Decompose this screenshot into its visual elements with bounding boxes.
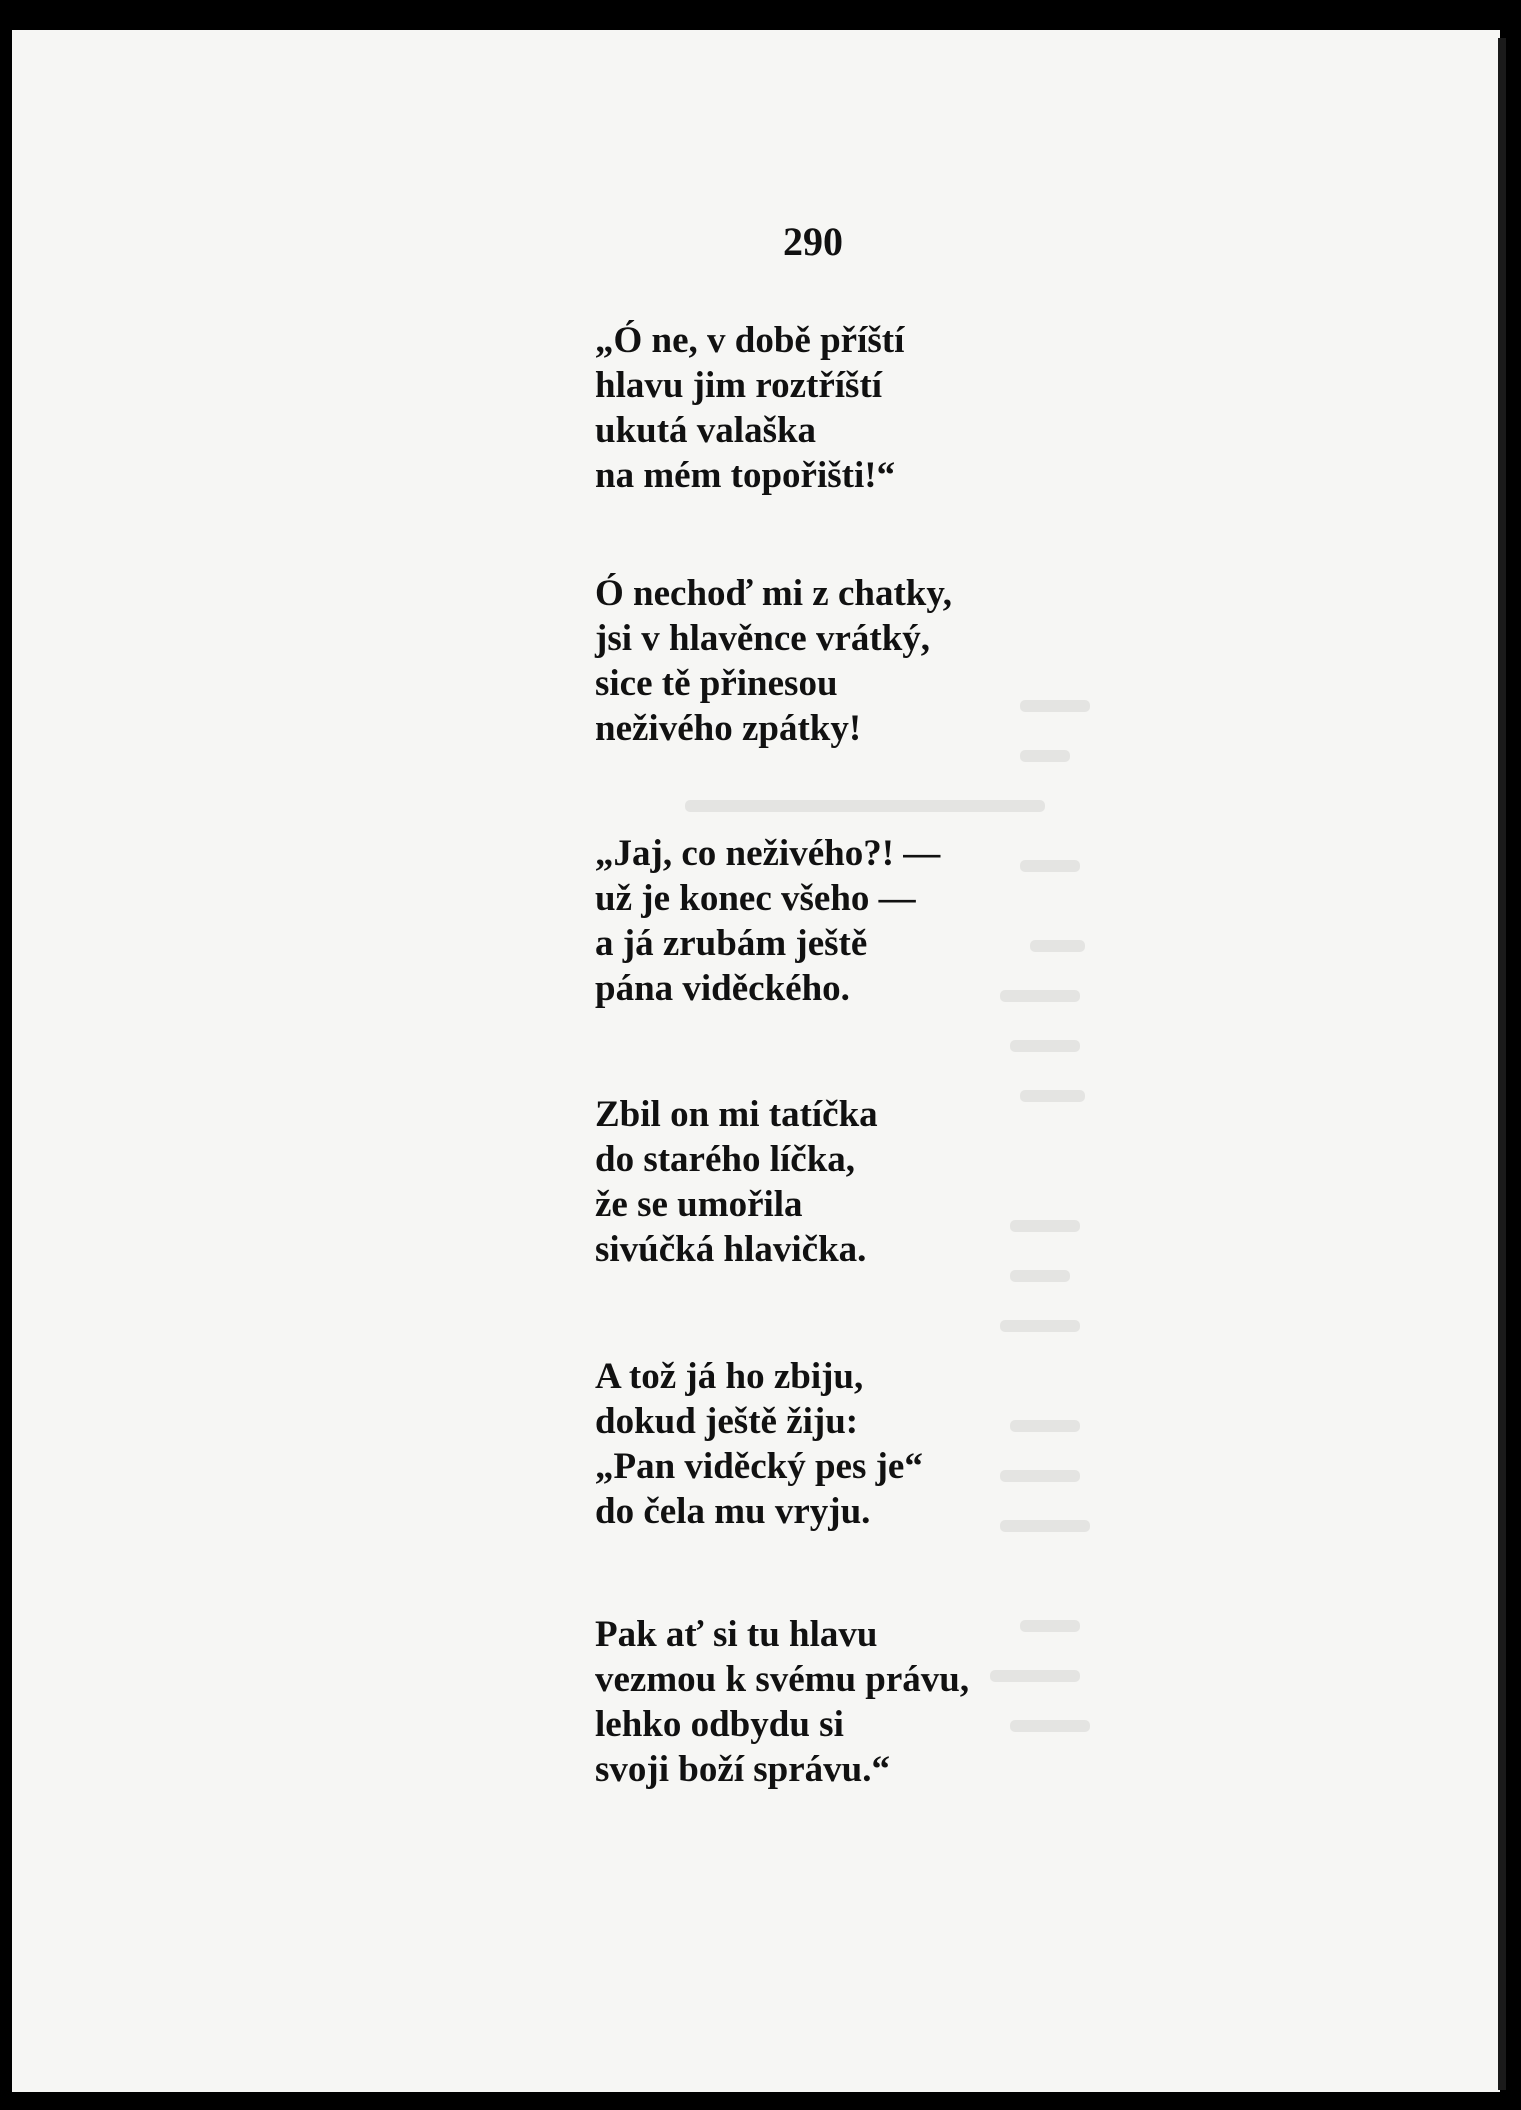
stanza	[595, 318, 904, 498]
poem-line: už je konec všeho —	[595, 878, 916, 919]
stanza	[595, 1612, 969, 1792]
poem-line: lehko odbydu si	[595, 1704, 844, 1745]
poem-line: na mém topořišti!“	[595, 455, 896, 496]
poem-line: jsi v hlavěnce vrátký,	[595, 618, 931, 659]
page-number: 290	[783, 219, 843, 264]
poem-line: svoji boží správu.“	[595, 1749, 891, 1790]
poem-line: ukutá valaška	[595, 410, 817, 451]
poem-line: „Ó ne, v době příští	[595, 320, 905, 361]
poem-line: pána viděckého.	[595, 968, 850, 1009]
poem-line: „Pan viděcký pes je“	[595, 1446, 923, 1487]
poem-line: hlavu jim roztříští	[595, 365, 883, 406]
poem-line: sice tě přinesou	[595, 663, 838, 704]
poem-line: A tož já ho zbiju,	[595, 1356, 864, 1397]
page-edge-shadow	[1498, 38, 1506, 2090]
poem-line: do starého líčka,	[595, 1139, 856, 1180]
poem-line: Ó nechoď mi z chatky,	[595, 573, 953, 614]
poem-line: neživého zpátky!	[595, 708, 862, 749]
poem-line: sivúčká hlavička.	[595, 1229, 867, 1270]
poem-line: „Jaj, co neživého?! —	[595, 833, 941, 874]
stanza	[595, 1354, 923, 1534]
stanza	[595, 1092, 878, 1272]
poem-line: dokud ještě žiju:	[595, 1401, 859, 1442]
poem-line: do čela mu vryju.	[595, 1491, 871, 1532]
poem-line: a já zrubám ještě	[595, 923, 868, 964]
stanza	[595, 571, 952, 751]
poem-line: Zbil on mi tatíčka	[595, 1094, 878, 1135]
poem-line: že se umořila	[595, 1184, 803, 1225]
poem-line: Pak ať si tu hlavu	[595, 1614, 878, 1655]
poem-line: vezmou k svému právu,	[595, 1659, 970, 1700]
stanza	[595, 831, 940, 1011]
